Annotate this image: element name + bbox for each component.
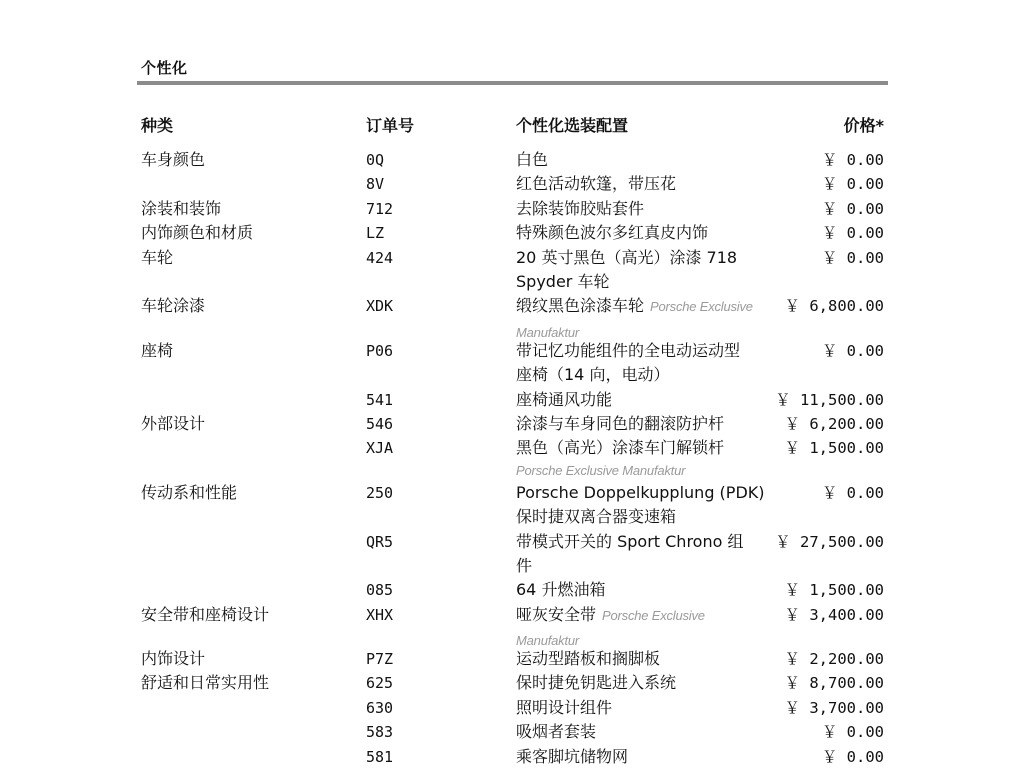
table-row (0, 481, 1024, 530)
row-order-code: 8V (366, 175, 385, 194)
row-price: ￥ 0.00 (821, 175, 884, 194)
option-description-line: Porsche Doppelkupplung (PDK) (516, 482, 765, 502)
row-option-description (516, 246, 768, 295)
row-price: ￥ 0.00 (821, 723, 884, 742)
options-table (0, 148, 1024, 769)
option-description-line: 乘客脚坑储物网 (516, 746, 629, 766)
row-order-code: P7Z (366, 650, 394, 669)
row-order-code: XJA (366, 439, 394, 458)
row-option-description (516, 294, 768, 345)
table-row (0, 530, 1024, 579)
row-option-description (516, 388, 768, 412)
row-price: ￥ 0.00 (821, 747, 884, 766)
row-order-code: XDK (366, 297, 394, 316)
row-option-description (516, 339, 768, 388)
row-price: ￥ 1,500.00 (784, 439, 884, 458)
row-order-code: 541 (366, 390, 394, 409)
row-option-description (516, 221, 768, 245)
row-price: ￥ 1,500.00 (784, 581, 884, 600)
option-description-line: 去除装饰胶贴套件 (516, 198, 645, 218)
table-row (0, 647, 1024, 671)
table-row (0, 671, 1024, 695)
row-price: ￥ 0.00 (821, 199, 884, 218)
option-description-line: 吸烟者套装 (516, 722, 597, 742)
row-category: 车轮涂漆 (141, 296, 206, 316)
row-category: 内饰颜色和材质 (141, 223, 254, 243)
manufaktur-note: Porsche Exclusive Manufaktur (516, 299, 753, 340)
row-option-description (516, 578, 768, 602)
row-option-description (516, 720, 768, 744)
column-header-price: 价格* (843, 116, 884, 135)
table-row (0, 221, 1024, 245)
option-description-line: 64 升燃油箱 (516, 580, 606, 600)
table-row (0, 578, 1024, 602)
row-option-description (516, 647, 768, 671)
row-order-code: 583 (366, 723, 394, 742)
option-description-line: 白色 (516, 150, 549, 169)
column-header-category: 种类 (141, 116, 174, 135)
column-header-order-no: 订单号 (366, 116, 415, 135)
row-price: ￥ 0.00 (821, 151, 884, 169)
row-order-code: XHX (366, 605, 394, 624)
row-price: ￥ 2,200.00 (784, 650, 884, 669)
section-title: 个性化 (141, 59, 188, 77)
row-order-code: 250 (366, 483, 394, 502)
row-option-description (516, 172, 768, 196)
row-category: 舒适和日常实用性 (141, 673, 270, 693)
option-description-line: Spyder 车轮 (516, 271, 610, 291)
row-order-code: 085 (366, 581, 394, 600)
row-order-code: 0Q (366, 151, 385, 169)
row-option-description (516, 481, 768, 530)
row-option-description (516, 530, 768, 579)
option-description-line: 特殊颜色波尔多红真皮内饰 (516, 223, 709, 243)
row-category: 传动系和性能 (141, 482, 238, 502)
row-option-description (516, 745, 768, 769)
row-category: 车轮 (141, 247, 174, 267)
row-option-description (516, 436, 768, 480)
row-order-code: LZ (366, 224, 385, 243)
row-price: ￥ 0.00 (821, 341, 884, 360)
row-price: ￥ 6,200.00 (784, 414, 884, 433)
row-price: ￥ 0.00 (821, 483, 884, 502)
row-order-code: 424 (366, 248, 394, 267)
row-price: ￥ 11,500.00 (775, 390, 884, 409)
table-row (0, 388, 1024, 412)
row-category: 安全带和座椅设计 (141, 604, 270, 624)
option-description-text: 哑灰安全带 (516, 604, 597, 624)
row-category: 车身颜色 (141, 150, 206, 169)
option-description-line: 带模式开关的 Sport Chrono 组 (516, 531, 744, 551)
option-description-line: 保时捷双离合器变速箱 (516, 507, 677, 527)
section-divider (137, 81, 888, 85)
table-row (0, 745, 1024, 769)
table-row (0, 603, 1024, 647)
row-price: ￥ 0.00 (821, 248, 884, 267)
row-price: ￥ 0.00 (821, 224, 884, 243)
option-description-line: 运动型踏板和搁脚板 (516, 649, 661, 669)
table-row (0, 720, 1024, 744)
option-description-line: 涂漆与车身同色的翻滚防护杆 (516, 413, 725, 433)
row-price: ￥ 27,500.00 (775, 532, 884, 551)
table-row (0, 696, 1024, 720)
row-order-code: 546 (366, 414, 394, 433)
table-row (0, 294, 1024, 338)
row-order-code: 630 (366, 698, 394, 717)
table-row (0, 148, 1024, 172)
option-description-line: 红色活动软篷，带压花 (516, 174, 677, 194)
option-description-line: 件 (516, 555, 533, 575)
row-category: 内饰设计 (141, 649, 206, 669)
row-category: 座椅 (141, 340, 174, 360)
row-price: ￥ 8,700.00 (784, 674, 884, 693)
row-price: ￥ 3,400.00 (784, 605, 884, 624)
table-row (0, 412, 1024, 436)
option-description-line: 座椅通风功能 (516, 389, 613, 409)
option-description-line (516, 603, 768, 654)
option-description-line (516, 294, 768, 345)
option-description-line: 座椅（14 向，电动） (516, 365, 670, 385)
option-description-line: 黑色（高光）涂漆车门解锁杆 (516, 438, 725, 458)
row-price: ￥ 6,800.00 (784, 297, 884, 316)
row-category: 涂装和装饰 (141, 198, 222, 218)
row-option-description (516, 412, 768, 436)
option-description-line: 照明设计组件 (516, 697, 613, 717)
option-description-line: 20 英寸黑色（高光）涂漆 718 (516, 247, 738, 267)
table-row (0, 172, 1024, 196)
option-description-line: 带记忆功能组件的全电动运动型 (516, 340, 741, 360)
manufaktur-note: Porsche Exclusive Manufaktur (516, 462, 686, 478)
row-order-code: 712 (366, 199, 394, 218)
row-option-description (516, 696, 768, 720)
option-description-text: 缎纹黑色涂漆车轮 (516, 296, 645, 316)
row-option-description (516, 148, 768, 172)
row-order-code: P06 (366, 341, 394, 360)
manufaktur-note: Porsche Exclusive Manufaktur (516, 607, 705, 649)
row-category: 外部设计 (141, 413, 206, 433)
row-order-code: QR5 (366, 532, 394, 551)
row-option-description (516, 197, 768, 221)
row-option-description (516, 603, 768, 654)
table-row (0, 246, 1024, 295)
table-row (0, 436, 1024, 480)
row-option-description (516, 671, 768, 695)
option-description-line: 保时捷免钥匙进入系统 (516, 673, 677, 693)
row-price: ￥ 3,700.00 (784, 698, 884, 717)
table-row (0, 197, 1024, 221)
row-order-code: 625 (366, 674, 394, 693)
table-row (0, 339, 1024, 388)
column-header-option: 个性化选装配置 (516, 116, 629, 135)
row-order-code: 581 (366, 747, 394, 766)
